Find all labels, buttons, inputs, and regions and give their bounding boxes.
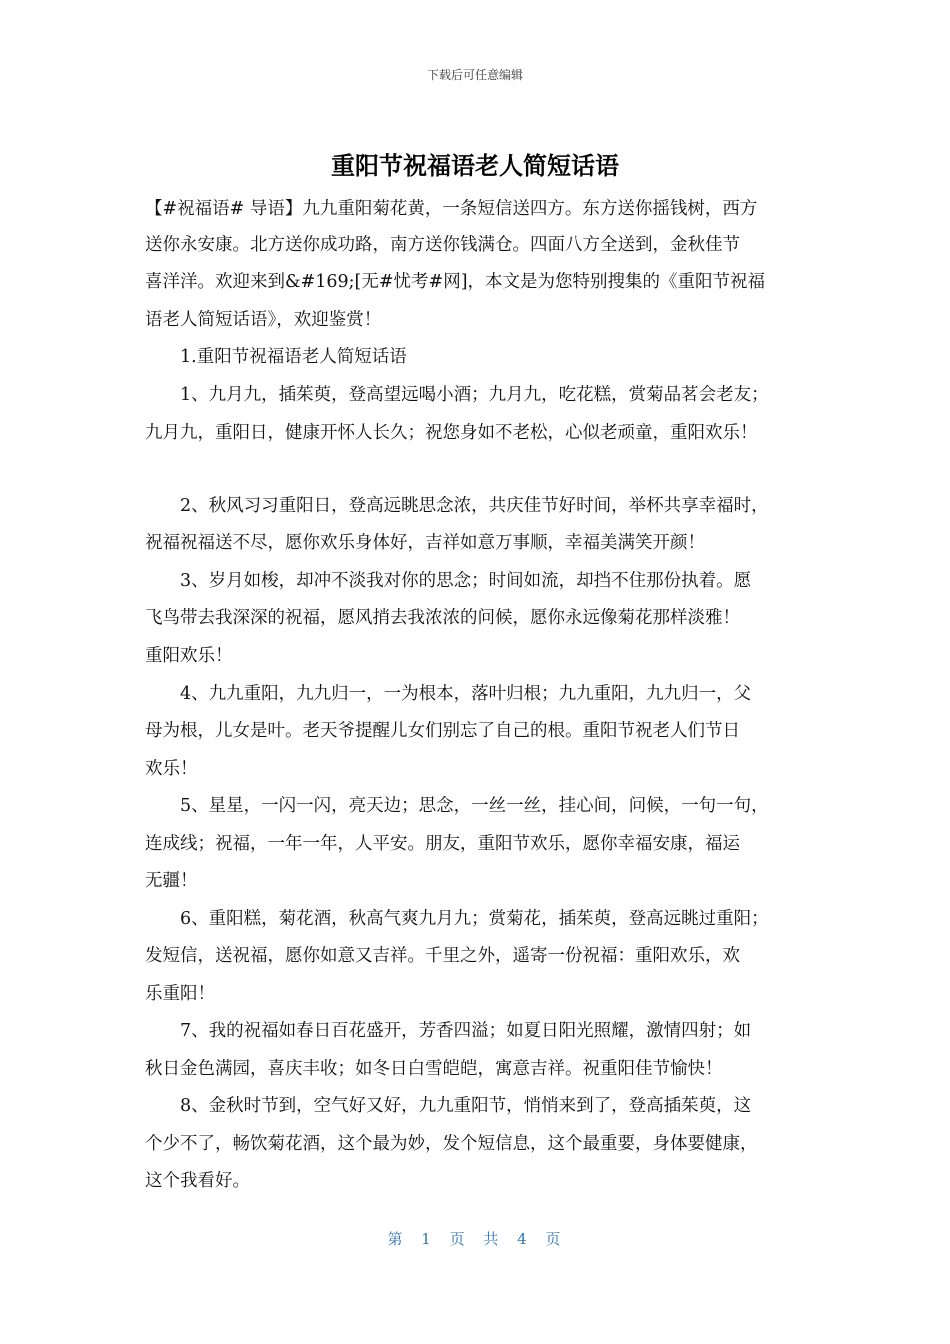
item-8-line-1: 8、金秋时节到，空气好又好，九九重阳节，悄悄来到了，登高插茱萸，这 <box>145 1096 752 1116</box>
item-3-line-3: 重阳欢乐！ <box>145 646 233 666</box>
item-1-line-1: 1、九月九，插茱萸，登高望远喝小酒；九月九，吃花糕，赏菊品茗会老友； <box>145 385 769 405</box>
item-2-line-2: 祝福祝福送不尽，愿你欢乐身体好，吉祥如意万事顺，幸福美满笑开颜！ <box>145 533 705 553</box>
item-5-line-3: 无疆！ <box>145 871 198 891</box>
item-7-line-1: 7、我的祝福如春日百花盛开，芳香四溢；如夏日阳光照耀，激情四射；如 <box>145 1021 752 1041</box>
section-heading: 1.重阳节祝福语老人简短话语 <box>145 347 407 367</box>
intro-line-2: 送你永安康。北方送你成功路，南方送你钱满仓。四面八方全送到，金秋佳节 <box>145 235 740 255</box>
page-footer: 第 1 页 共 4 页 <box>387 1230 563 1248</box>
item-6-line-3: 乐重阳！ <box>145 984 215 1004</box>
item-6-line-2: 发短信，送祝福，愿你如意又吉祥。千里之外，遥寄一份祝福：重阳欢乐，欢 <box>145 946 740 966</box>
item-1-line-2: 九月九，重阳日，健康开怀人长久；祝您身如不老松，心似老顽童，重阳欢乐！ <box>145 423 758 443</box>
intro-line-4: 语老人简短话语》，欢迎鉴赏！ <box>145 310 382 330</box>
item-3-line-2: 飞鸟带去我深深的祝福，愿风捎去我浓浓的问候，愿你永远像菊花那样淡雅！ <box>145 608 740 628</box>
intro-line-3: 喜洋洋。欢迎来到&#169;[无#忧考#网]，本文是为您特别搜集的《重阳节祝福 <box>145 272 766 292</box>
document-title: 重阳节祝福语老人简短话语 <box>331 152 619 180</box>
item-6-line-1: 6、重阳糕，菊花酒，秋高气爽九月九；赏菊花，插茱萸，登高远眺过重阳； <box>145 909 769 929</box>
item-4-line-1: 4、九九重阳，九九归一，一为根本，落叶归根；九九重阳，九九归一，父 <box>145 684 752 704</box>
item-8-line-3: 这个我看好。 <box>145 1171 250 1191</box>
item-8-line-2: 个少不了，畅饮菊花酒，这个最为妙，发个短信息，这个最重要，身体要健康， <box>145 1134 758 1154</box>
item-4-line-3: 欢乐！ <box>145 759 198 779</box>
item-5-line-2: 连成线；祝福，一年一年，人平安。朋友，重阳节欢乐，愿你幸福安康，福运 <box>145 834 740 854</box>
item-3-line-1: 3、岁月如梭，却冲不淡我对你的思念；时间如流，却挡不住那份执着。愿 <box>145 571 752 591</box>
item-4-line-2: 母为根，儿女是叶。老天爷提醒儿女们别忘了自己的根。重阳节祝老人们节日 <box>145 721 740 741</box>
item-5-line-1: 5、星星，一闪一闪，亮天边；思念，一丝一丝，挂心间，问候，一句一句， <box>145 796 769 816</box>
item-7-line-2: 秋日金色满园，喜庆丰收；如冬日白雪皑皑，寓意吉祥。祝重阳佳节愉快！ <box>145 1059 723 1079</box>
intro-line-1: 【#祝福语# 导语】九九重阳菊花黄，一条短信送四方。东方送你摇钱树，西方 <box>145 199 758 219</box>
header-note: 下载后可任意编辑 <box>426 68 523 82</box>
item-2-line-1: 2、秋风习习重阳日，登高远眺思念浓，共庆佳节好时间，举杯共享幸福时， <box>145 496 769 516</box>
